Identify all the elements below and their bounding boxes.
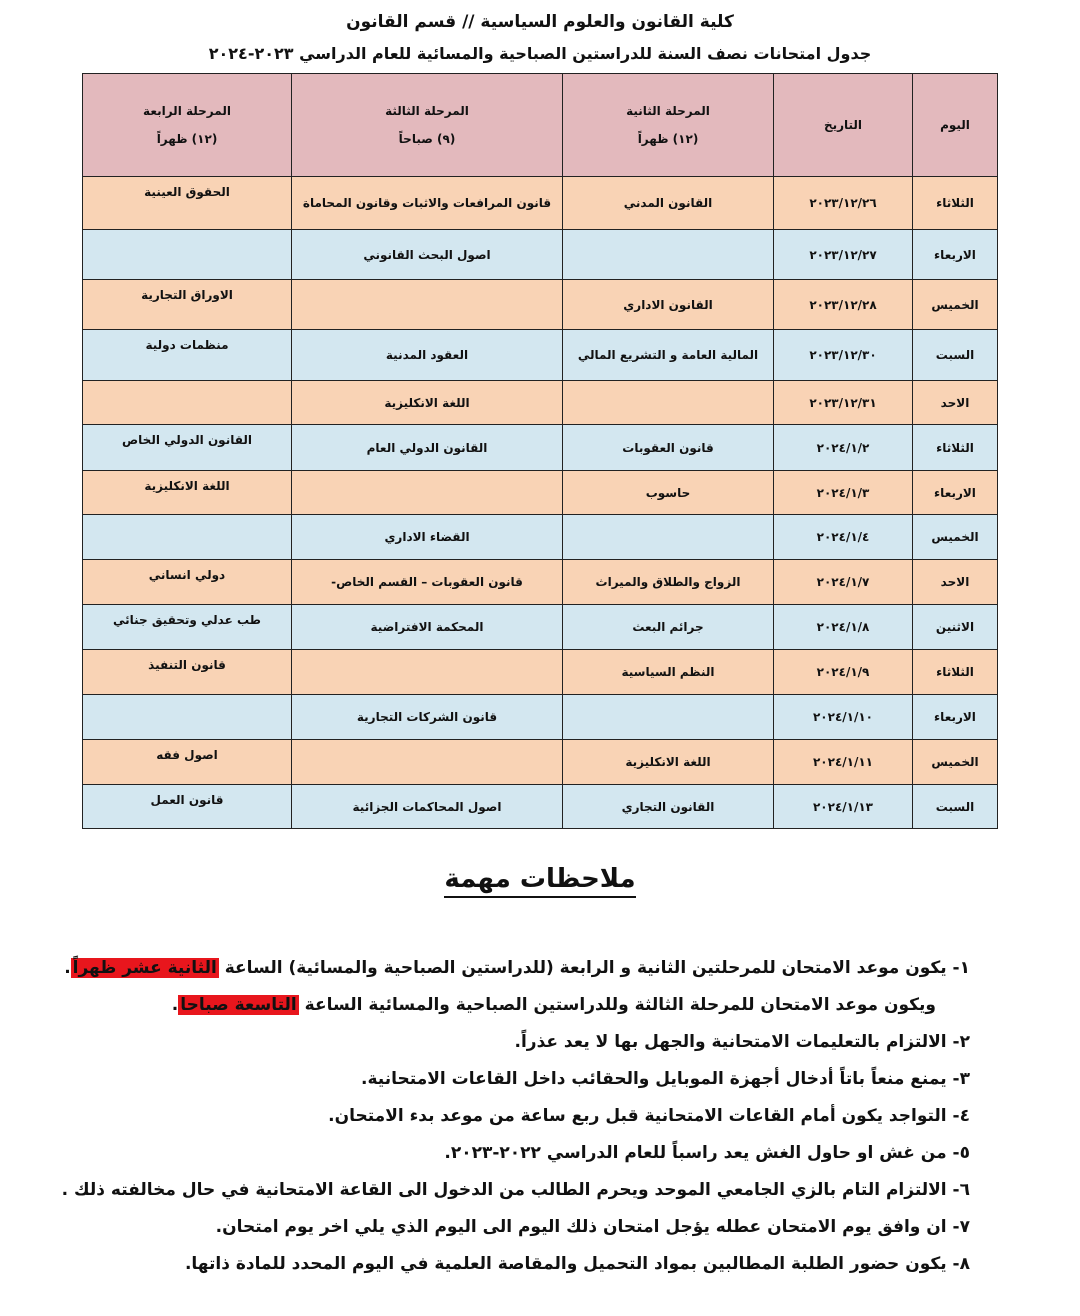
cell-stage3 (292, 740, 563, 785)
cell-stage2 (563, 381, 774, 425)
header-stage2-label: المرحلة الثانية (626, 104, 710, 118)
cell-stage4 (83, 381, 292, 425)
cell-stage4: دولي انساني (83, 560, 292, 605)
header-date: التاريخ (774, 74, 913, 177)
cell-stage3: القانون الدولي العام (292, 425, 563, 471)
cell-stage2: القانون التجاري (563, 785, 774, 829)
table-row (83, 785, 998, 829)
cell-stage3 (292, 650, 563, 695)
cell-date: ٢٠٢٤/١/٩ (774, 650, 913, 695)
cell-day: الثلاثاء (913, 650, 998, 695)
cell-date: ٢٠٢٤/١/٣ (774, 471, 913, 515)
cell-stage3: اصول المحاكمات الجزائية (292, 785, 563, 829)
cell-date: ٢٠٢٤/١/٤ (774, 515, 913, 560)
note-1b-highlight: التاسعة صباحا (180, 995, 297, 1015)
cell-stage3: قانون الشركات التجارية (292, 695, 563, 740)
cell-date: ٢٠٢٤/١/٨ (774, 605, 913, 650)
header-stage2 (563, 74, 774, 177)
cell-stage4: الاوراق التجارية (83, 280, 292, 330)
cell-stage4 (83, 515, 292, 560)
cell-day: الخميس (913, 280, 998, 330)
cell-stage3: العقود المدنية (292, 330, 563, 381)
table-row (83, 515, 998, 560)
note-6: ٦- الالتزام التام بالزي الجامعي الموحد ويحرم الطالب من الدخول الى القاعة الامتحانية في حال مخالفته ذلك . (61, 1180, 970, 1200)
cell-stage4 (83, 695, 292, 740)
cell-date: ٢٠٢٤/١/٧ (774, 560, 913, 605)
table-row (83, 740, 998, 785)
cell-stage2: النظم السياسية (563, 650, 774, 695)
note-1b: ويكون موعد الامتحان للمرحلة الثالثة وللدراستين الصباحية والمسائية الساعة التاسعة صباحا. (171, 995, 936, 1015)
cell-stage4: منظمات دولية (83, 330, 292, 381)
table-row (83, 381, 998, 425)
cell-stage2: حاسوب (563, 471, 774, 515)
note-1: ١- يكون موعد الامتحان للمرحلتين الثانية و الرابعة (للدراستين الصباحية والمسائية) الساعة الثانية عشر ظهراً. (64, 958, 970, 978)
note-3: ٣- يمنع منعاً باتاً أدخال أجهزة الموبايل والحقائب داخل القاعات الامتحانية. (361, 1069, 970, 1089)
cell-stage4: القانون الدولي الخاص (83, 425, 292, 471)
cell-date: ٢٠٢٣/١٢/٢٦ (774, 177, 913, 230)
exam-schedule-table (82, 73, 998, 829)
header-stage4-time: (١٢) ظهراً (156, 132, 218, 146)
note-5: ٥- من غش او حاول الغش يعد راسباً للعام الدراسي ٢٠٢٢-٢٠٢٣. (444, 1143, 970, 1163)
table-row (83, 280, 998, 330)
cell-stage2: اللغة الانكليزية (563, 740, 774, 785)
header-stage4 (83, 74, 292, 177)
cell-stage2: جرائم البعث (563, 605, 774, 650)
cell-stage3: القضاء الاداري (292, 515, 563, 560)
cell-stage2 (563, 515, 774, 560)
cell-date: ٢٠٢٤/١/١١ (774, 740, 913, 785)
table-row (83, 605, 998, 650)
cell-date: ٢٠٢٣/١٢/٢٧ (774, 230, 913, 280)
header-stage4-label: المرحلة الرابعة (143, 104, 231, 118)
table-row (83, 560, 998, 605)
cell-stage4: قانون العمل (83, 785, 292, 829)
cell-stage4: طب عدلي وتحقيق جنائي (83, 605, 292, 650)
cell-stage3: قانون المرافعات والاثبات وقانون المحاماة (292, 177, 563, 230)
cell-stage2 (563, 695, 774, 740)
header-stage3-time: (٩) صباحاً (398, 132, 456, 146)
header-stage2-time: (١٢) ظهراً (637, 132, 699, 146)
cell-day: الاثنين (913, 605, 998, 650)
cell-day: الثلاثاء (913, 425, 998, 471)
cell-stage2: القانون المدني (563, 177, 774, 230)
cell-stage2 (563, 230, 774, 280)
cell-day: السبت (913, 785, 998, 829)
note-4: ٤- التواجد يكون أمام القاعات الامتحانية قبل ربع ساعة من موعد بدء الامتحان. (328, 1106, 970, 1126)
cell-stage3: اصول البحث القانوني (292, 230, 563, 280)
note-2: ٢- الالتزام بالتعليمات الامتحانية والجهل بها لا يعد عذراً. (514, 1032, 970, 1052)
table-row (83, 177, 998, 230)
cell-date: ٢٠٢٣/١٢/٣٠ (774, 330, 913, 381)
cell-stage4: اللغة الانكليزية (83, 471, 292, 515)
cell-day: الثلاثاء (913, 177, 998, 230)
cell-date: ٢٠٢٤/١/١٣ (774, 785, 913, 829)
cell-day: الاحد (913, 560, 998, 605)
cell-stage4: الحقوق العينية (83, 177, 292, 230)
header-stage3 (292, 74, 563, 177)
table-row (83, 650, 998, 695)
cell-stage3: قانون العقوبات – القسم الخاص- (292, 560, 563, 605)
cell-stage2: قانون العقوبات (563, 425, 774, 471)
cell-day: الاربعاء (913, 471, 998, 515)
table-row (83, 425, 998, 471)
note-7: ٧- ان وافق يوم الامتحان عطله يؤجل امتحان ذلك اليوم الى اليوم الذي يلي اخر يوم امتحان. (215, 1217, 970, 1237)
cell-stage2: المالية العامة و التشريع المالي (563, 330, 774, 381)
cell-stage4: اصول فقه (83, 740, 292, 785)
cell-day: الخميس (913, 515, 998, 560)
table-row (83, 230, 998, 280)
cell-stage2: الزواج والطلاق والميراث (563, 560, 774, 605)
header-day: اليوم (913, 74, 998, 177)
cell-date: ٢٠٢٣/١٢/٢٨ (774, 280, 913, 330)
cell-stage3 (292, 471, 563, 515)
cell-date: ٢٠٢٤/١/١٠ (774, 695, 913, 740)
notes-list (61, 952, 970, 1285)
table-header-row (83, 74, 998, 177)
notes-title: ملاحظات مهمة (0, 864, 1080, 894)
cell-stage2: القانون الاداري (563, 280, 774, 330)
cell-date: ٢٠٢٣/١٢/٣١ (774, 381, 913, 425)
schedule-title: جدول امتحانات نصف السنة للدراستين الصباحية والمسائية للعام الدراسي ٢٠٢٣-٢٠٢٤ (208, 44, 872, 63)
cell-stage3: اللغة الانكليزية (292, 381, 563, 425)
cell-stage4: قانون التنفيذ (83, 650, 292, 695)
table-row (83, 330, 998, 381)
table-row (83, 695, 998, 740)
college-title: كلية القانون والعلوم السياسية // قسم القانون (346, 12, 734, 32)
cell-day: الاربعاء (913, 695, 998, 740)
note-8: ٨- يكون حضور الطلبة المطالبين بمواد التحميل والمقاصة العلمية في اليوم المحدد للمادة ذاتها. (184, 1254, 970, 1274)
header-stage3-label: المرحلة الثالثة (385, 104, 469, 118)
cell-day: الخميس (913, 740, 998, 785)
cell-stage3 (292, 280, 563, 330)
cell-stage4 (83, 230, 292, 280)
table-row (83, 471, 998, 515)
note-1-highlight: الثانية عشر ظهراً (72, 958, 217, 978)
cell-day: السبت (913, 330, 998, 381)
cell-stage3: المحكمة الافتراضية (292, 605, 563, 650)
cell-day: الاربعاء (913, 230, 998, 280)
cell-day: الاحد (913, 381, 998, 425)
cell-date: ٢٠٢٤/١/٢ (774, 425, 913, 471)
